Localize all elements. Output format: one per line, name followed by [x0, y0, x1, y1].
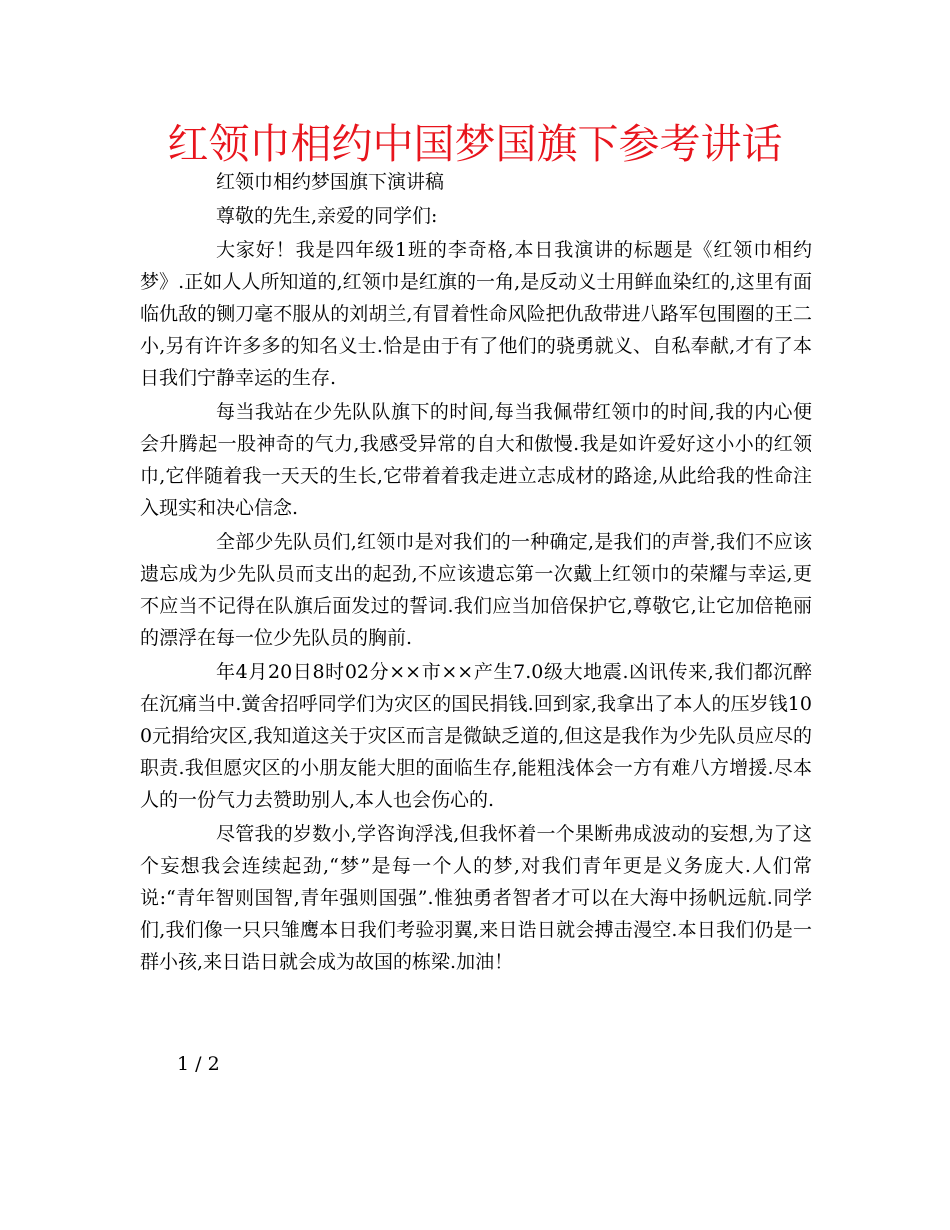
document-subtitle: 红领巾相约梦国旗下演讲稿 [216, 171, 445, 193]
document-title: 红领巾相约中国梦国旗下参考讲话 [167, 120, 783, 168]
paragraph-5: 尽管我的岁数小,学咨询浮浅,但我怀着一个果断弗成波动的妄想,为了这个妄想我会连续起劲,“梦”是每一个人的梦,对我们青年更是义务庞大.人们常说:“青年智则国智,青年强则国强”.惟独勇者智者才可以在大海中扬帆远航.同学们,我们像一只只雏鹰本日我们考验羽翼,来日诰日就会搏击漫空.本日我们仍是一群小孩,来日诰日就会成为故国的栋梁.加油！ [140, 823, 812, 973]
paragraph-1: 大家好！我是四年级1班的李奇格,本日我演讲的标题是《红领巾相约梦》.正如人人所知道的,红领巾是红旗的一角,是反动义士用鲜血染红的,这里有面临仇敌的铡刀毫不服从的刘胡兰,有冒着性命风险把仇敌带进八路军包围圈的王二小,另有许许多多的知名义士.恰是由于有了他们的骁勇就义、自私奉献,才有了本日我们宁静幸运的生存. [140, 239, 812, 389]
page-number: 1 / 2 [177, 1053, 220, 1075]
paragraph-4: 年4月20日8时02分××市××产生7.0级大地震.凶讯传来,我们都沉醉在沉痛当中.黉舍招呼同学们为灾区的国民捐钱.回到家,我拿出了本人的压岁钱100元捐给灾区,我知道这关于灾区而言是微缺乏道的,但这是我作为少先队员应尽的职责.我但愿灾区的小朋友能大胆的面临生存,能粗浅体会一方有难八方增援.尽本人的一份气力去赞助别人,本人也会伤心的. [140, 661, 812, 811]
document-body [140, 166, 812, 978]
greeting-line: 尊敬的先生,亲爱的同学们: [216, 205, 438, 227]
paragraph-3: 全部少先队员们,红领巾是对我们的一种确定,是我们的声誉,我们不应该遗忘成为少先队员而支出的起劲,不应该遗忘第一次戴上红领巾的荣耀与幸运,更不应当不记得在队旗后面发过的誓词.我们应当加倍保护它,尊敬它,让它加倍艳丽的漂浮在每一位少先队员的胸前. [140, 531, 812, 649]
paragraph-2: 每当我站在少先队队旗下的时间,每当我佩带红领巾的时间,我的内心便会升腾起一股神奇的气力,我感受异常的自大和傲慢.我是如许爱好这小小的红领巾,它伴随着我一天天的生长,它带着着我走进立志成材的路途,从此给我的性命注入现实和决心信念. [140, 401, 812, 519]
